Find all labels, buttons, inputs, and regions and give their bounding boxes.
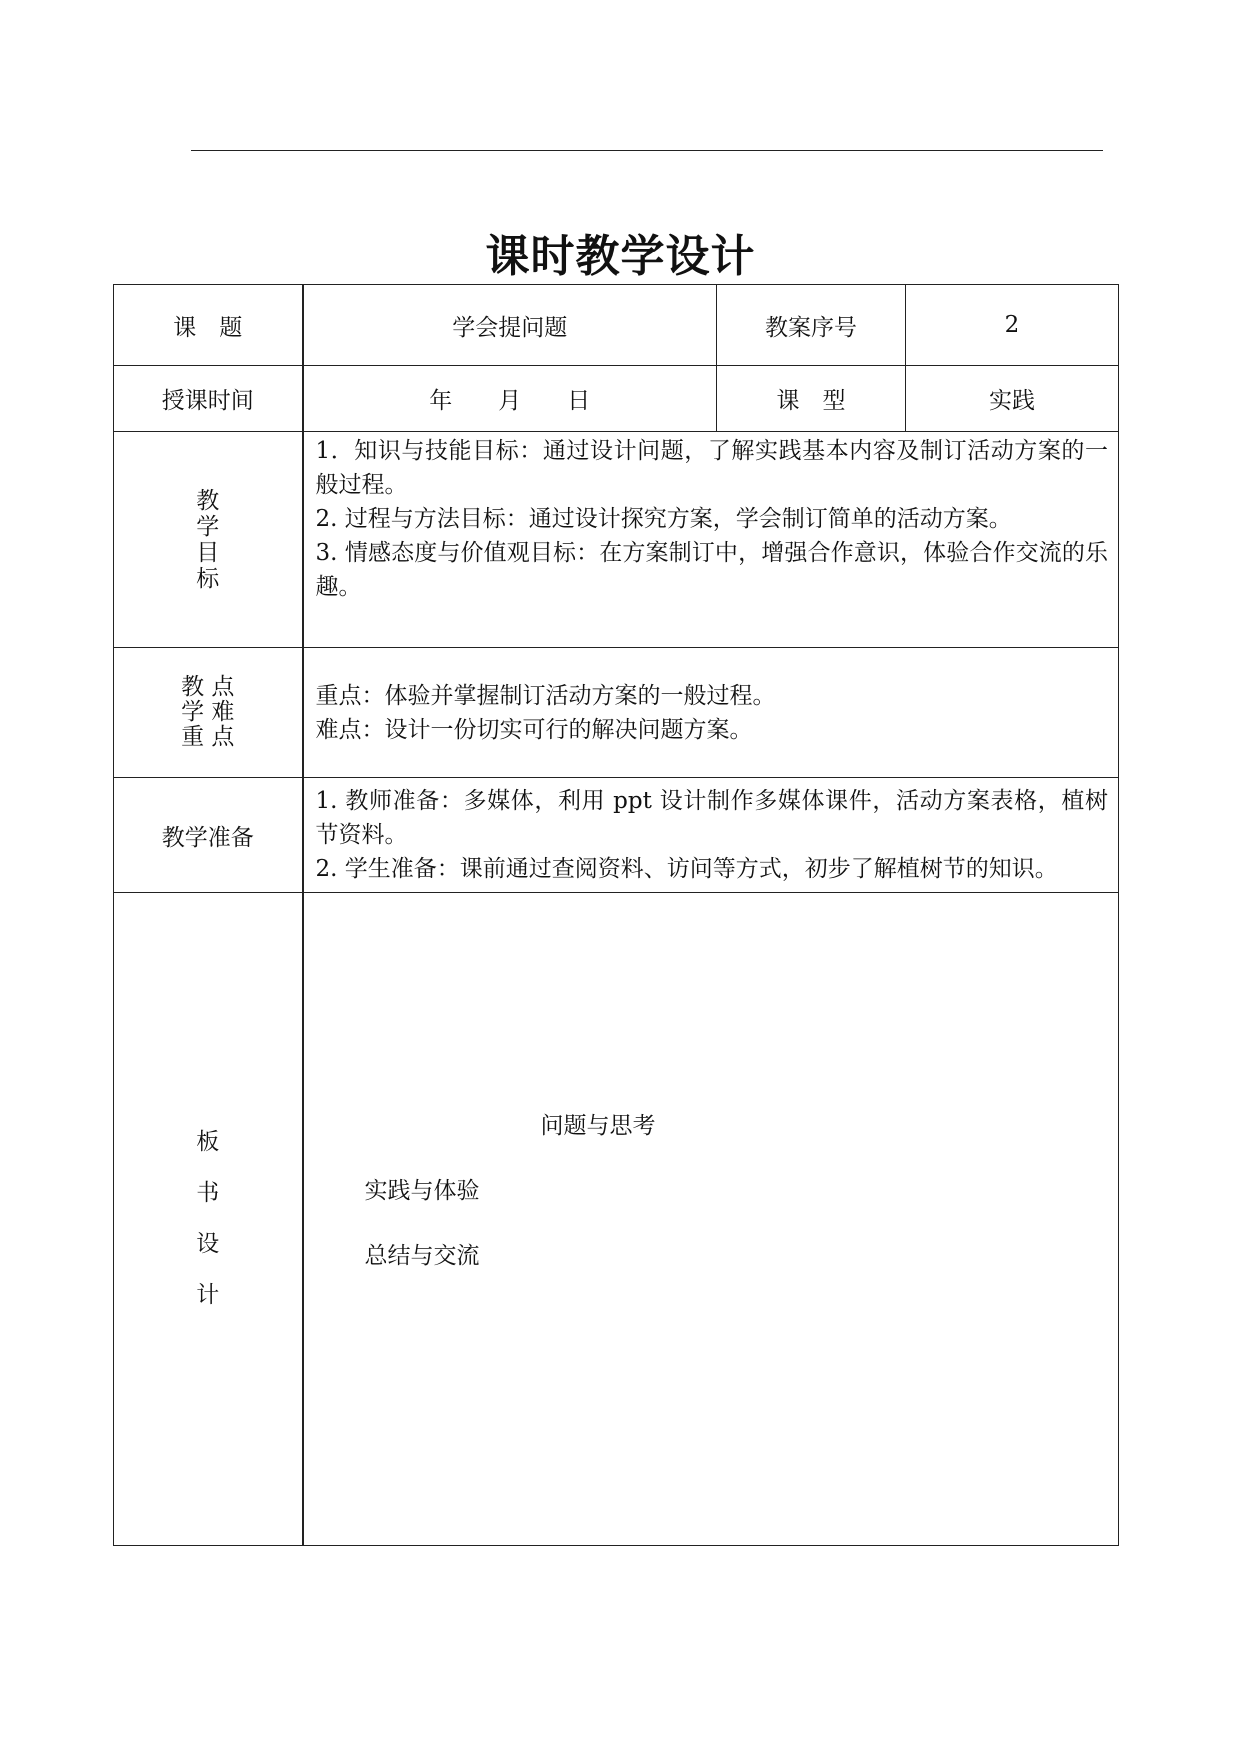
time-row <box>114 366 1119 432</box>
board-label-char: 计 <box>196 1282 220 1308</box>
type-value: 实践 <box>989 388 1035 414</box>
board-item: 实践与体验 <box>364 1178 480 1204</box>
plan-no-label-cell <box>717 285 906 366</box>
type-label: 课 型 <box>776 388 846 414</box>
plan-no-label: 教案序号 <box>765 314 857 341</box>
board-label-char: 板 <box>196 1129 220 1155</box>
type-value-cell <box>906 366 1119 432</box>
objectives-row <box>114 432 1119 648</box>
board-item: 问题与思考 <box>540 1113 656 1139</box>
board-label-cell <box>114 893 303 1546</box>
topic-value: 学会提问题 <box>452 314 568 341</box>
objective-item: 3. 情感态度与价值观目标：在方案制订中，增强合作意识，体验合作交流的乐趣。 <box>315 540 1108 600</box>
key-points-list <box>304 679 1119 747</box>
key-points-label-row: 学 难 <box>181 699 235 725</box>
topic-row <box>114 285 1119 366</box>
preparation-row <box>114 778 1119 893</box>
objective-item: 1．知识与技能目标：通过设计问题，了解实践基本内容及制订活动方案的一般过程。 <box>315 438 1108 498</box>
preparation-list <box>304 784 1119 886</box>
objectives-content-cell <box>303 432 1119 648</box>
objectives-label <box>196 488 219 592</box>
preparation-item: 1. 教师准备：多媒体，利用 ppt 设计制作多媒体课件，活动方案表格，植树节资料。 <box>315 788 1108 848</box>
preparation-content-cell <box>303 778 1119 893</box>
time-value-cell <box>303 366 717 432</box>
key-points-label-row: 重 点 <box>181 724 235 750</box>
preparation-item: 2. 学生准备：课前通过查阅资料、访问等方式，初步了解植树节的知识。 <box>315 856 1058 882</box>
objectives-label-char: 目 <box>196 539 220 566</box>
plan-no-value: 2 <box>1004 312 1020 338</box>
board-item: 总结与交流 <box>364 1243 480 1269</box>
topic-label-cell <box>114 285 303 366</box>
key-points-label-cell <box>114 648 303 778</box>
key-points-content-cell <box>303 648 1119 778</box>
objectives-list <box>304 434 1119 604</box>
topic-label: 课 题 <box>173 314 243 341</box>
objective-item: 2. 过程与方法目标：通过设计探究方案，学会制订简单的活动方案。 <box>315 506 1012 532</box>
page-title: 课时教学设计 <box>485 231 756 282</box>
key-points-label-row: 教 点 <box>181 674 235 700</box>
time-label: 授课时间 <box>161 388 254 414</box>
objectives-label-cell <box>114 432 303 648</box>
board-label-char: 设 <box>196 1231 220 1257</box>
objectives-label-char: 教 <box>196 487 220 514</box>
header-rule <box>191 150 1103 151</box>
objectives-label-char: 标 <box>196 565 220 592</box>
board-label <box>196 1117 219 1321</box>
key-points-row <box>114 648 1119 778</box>
time-label-cell <box>114 366 303 432</box>
board-label-char: 书 <box>196 1180 220 1206</box>
key-points-label <box>181 675 234 750</box>
preparation-label-cell <box>114 778 303 893</box>
board-area <box>304 893 1119 1545</box>
lesson-plan-table <box>113 284 1119 1546</box>
preparation-label: 教学准备 <box>161 824 254 851</box>
plan-no-value-cell <box>906 285 1119 366</box>
board-content-cell <box>303 893 1119 1546</box>
topic-value-cell <box>303 285 717 366</box>
key-point-item: 难点：设计一份切实可行的解决问题方案。 <box>315 716 753 743</box>
key-point-item: 重点：体验并掌握制订活动方案的一般过程。 <box>315 682 776 709</box>
objectives-label-char: 学 <box>196 513 220 540</box>
type-label-cell <box>717 366 906 432</box>
time-value: 年 月 日 <box>429 388 591 414</box>
board-design-row <box>114 893 1119 1546</box>
